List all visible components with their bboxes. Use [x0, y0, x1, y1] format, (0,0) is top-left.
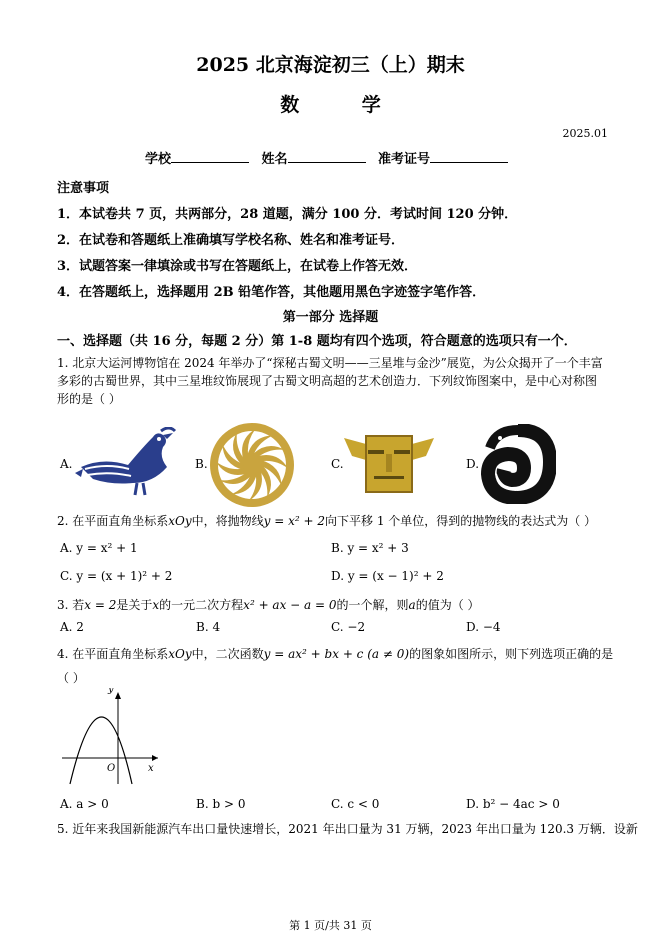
notice-heading: 注意事项 [57, 181, 110, 196]
q3-var2: a [408, 598, 416, 612]
question-1-text: 1. 北京大运河博物馆在 2024 年举办了“探秘古蜀文明——三星堆与金沙”展览，为公众揭开了一个丰富多彩的古蜀世界，其中三星堆纹饰展现了古蜀文明高超的艺术创造力．下列纹饰图案中，是中心对称图形的是（ ） [57, 356, 603, 406]
subject-title: 数 学 [280, 94, 409, 116]
option-d-label: D. [466, 457, 480, 471]
q4-option-c: C. c < 0 [331, 797, 380, 811]
question-5-text: 5. 近年来我国新能源汽车出口量快速增长，2021 年出口量为 31 万辆，2023 年出口量为 120.3 万辆．设新 [57, 822, 638, 836]
q4-post: 的图象如图所示，则下列选项正确的是 [409, 647, 614, 661]
school-label: 学校 [144, 152, 171, 167]
q3-mid: 是关于 [116, 598, 153, 612]
q2-var: xOy [168, 514, 192, 528]
notice-item: 3．试题答案一律填涂或书写在答题纸上，在试卷上作答无效． [57, 259, 418, 274]
dragon-pattern-icon [480, 424, 556, 504]
q3-option-d: D. −4 [466, 620, 501, 634]
question-3-text [57, 596, 480, 614]
q3-post: 的值为（ ） [415, 598, 480, 612]
q2-mid: 中，将抛物线 [191, 514, 264, 528]
option-a-label: A. [60, 457, 73, 471]
q3-mid3: 的一个解，则 [336, 598, 409, 612]
name-blank[interactable] [288, 150, 366, 163]
page-footer: 第 1 页/共 31 页 [289, 919, 372, 932]
parabola-curve [70, 717, 132, 784]
q4-mid: 中，二次函数 [191, 647, 264, 661]
y-axis-arrow [115, 692, 121, 699]
q3-option-b: B. 4 [196, 620, 221, 634]
q3-option-c: C. −2 [331, 620, 366, 634]
q2-func: y = x² + 2 [263, 514, 326, 528]
student-info-line [0, 148, 661, 167]
x-axis-arrow [152, 755, 158, 761]
school-blank[interactable] [171, 150, 249, 163]
q3-eq: x² + ax − a = 0 [243, 598, 337, 612]
q2-option-b: B. y = x² + 3 [331, 541, 409, 555]
exam-date: 2025.01 [562, 127, 608, 140]
q4-func: y = ax² + bx + c (a ≠ 0) [263, 647, 410, 661]
x-axis-label: x [148, 763, 154, 774]
option-c-label: C. [331, 457, 344, 471]
name-label: 姓名 [261, 152, 288, 167]
notice-item: 2．在试卷和答题纸上准确填写学校名称、姓名和准考证号． [57, 233, 405, 248]
section-heading: 一、选择题（共 16 分，每题 2 分）第 1-8 题均有四个选项，符合题意的选项只有一个． [57, 334, 577, 349]
exam-no-label: 准考证号 [378, 152, 431, 167]
origin-label: O [107, 763, 116, 774]
part-title: 第一部分 选择题 [282, 310, 379, 325]
q3-var: x [152, 598, 160, 612]
q4-var: xOy [168, 647, 192, 661]
q4-pre: 4. 在平面直角坐标系 [57, 647, 169, 661]
q2-post: 向下平移 1 个单位，得到的抛物线的表达式为（ ） [325, 514, 597, 528]
page-title: 2025 北京海淀初三（上）期末 [196, 54, 465, 76]
q3-pre: 3. 若 [57, 598, 85, 612]
bronze-mask-icon [344, 430, 434, 496]
q2-option-a: A. y = x² + 1 [60, 541, 138, 555]
option-b-label: B. [195, 457, 208, 471]
parabola-graph [60, 688, 170, 788]
exam-no-blank[interactable] [430, 150, 508, 163]
q4-option-b: B. b > 0 [196, 797, 246, 811]
q3-mid2: 的一元二次方程 [159, 598, 244, 612]
q3-option-a: A. 2 [60, 620, 84, 634]
notice-item: 4．在答题纸上，选择题用 2B 铅笔作答，其他题用黑色字迹签字笔作答． [57, 285, 486, 300]
y-axis-label: y [108, 688, 114, 695]
q2-pre: 2. 在平面直角坐标系 [57, 514, 169, 528]
question-2-text [57, 512, 596, 530]
question-4-text [57, 645, 613, 663]
q4-bracket: （ ） [57, 671, 85, 685]
q3-cond: x = 2 [84, 598, 117, 612]
bird-pattern-icon [73, 427, 189, 499]
notice-item: 1．本试卷共 7 页，共两部分，28 道题，满分 100 分．考试时间 120 分钟． [57, 207, 518, 222]
q4-option-d: D. b² − 4ac > 0 [466, 797, 560, 811]
q2-option-c: C. y = (x + 1)² + 2 [60, 569, 173, 583]
swirl-disc-icon [207, 420, 297, 510]
q2-option-d: D. y = (x − 1)² + 2 [331, 569, 444, 583]
q4-option-a: A. a > 0 [60, 797, 109, 811]
